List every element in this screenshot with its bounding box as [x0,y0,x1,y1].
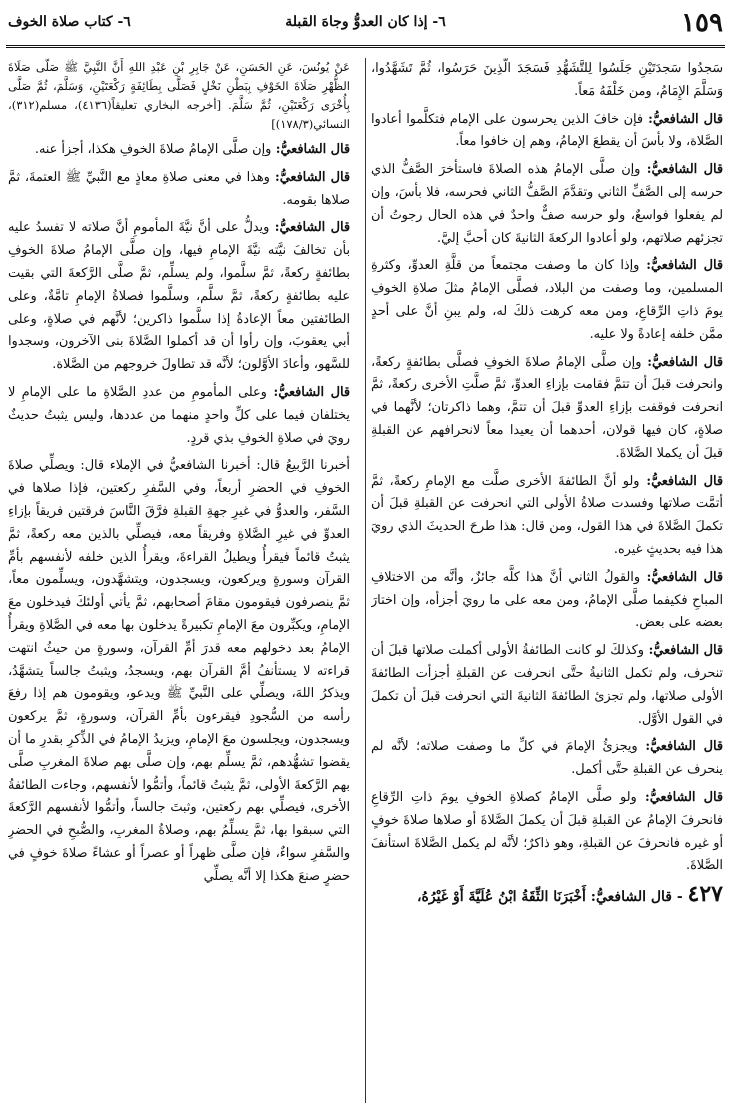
paragraph-text: والقولُ الثاني أنَّ هذا كلَّه جائزٌ، وأنَّه من الاختلافِ المباحِ فكيفما صلَّى الإمامُ، ومن معه على ما رويَ أجزأه، وإن اختارَ بعضه على بعض. [371,569,723,631]
page-header [0,0,731,50]
paragraph [371,567,723,635]
left-column [8,58,350,1103]
paragraph-text: ولو أنَّ الطائفةَ الأخرى صلَّت مع الإمامِ ركعةً، ثمَّ أتمَّت صلاتها وفسدت صلاةُ الأولى التي انحرفت عن القبلةِ قبلَ أن تكملَ الصَّلاةَ في هذا القول، ومن قال: هذا طرحَ الحديثَ الذي رويَ هذا فيه بحديثٍ غيره. [371,473,723,557]
speaker-label: قال الشافعيُّ: [641,354,723,370]
paragraph [371,736,723,782]
paragraph-text: أخبرنا الرَّبيعُ قال: أخبرنا الشافعيُّ في الإملاء قال: ويصلِّي صلاةَ الخوفِ في الحضرِ أربعاً، وفي السَّفرِ ركعتين، فإذا صلاها في السَّفر، والعدوُّ في غيرِ جهةِ القبلةِ فرَّقَ النَّاسَ فرقتين فريقاً بإزاءِ العدوِّ في غيرِ الصَّلاةِ وفريقاً معه، فيصلِّي بالذين معه ركعةً، ثمَّ يثبتُ قائماً فيقرأُ ويطيلُ القراءةَ، ويقرأُ الذين خلفه لأنفسهم بأمِّ القرآن وسورةٍ ويركعون، ويسجدون، ويتشهَّدون، ويسلِّمون معاً، ثمَّ ينصرفون فيقومون مقامَ أصحابهم، ثمَّ يأتي أولئكَ فيدخلون معَ الإمامِ، ويكبِّرون معَ الإمامِ تكبيرةً يدخلون بها معه في الصَّلاةِ ويقرأُ الإمامُ بعد دخولهم معه قدرَ أمِّ القرآن، وسورةٍ من حيثُ انتهت قراءته لا يستأنفُ أمَّ القرآن بهم، ويسجدُ، ويثبتُ جالساً يتشهَّدُ، ويذكرُ اللهَ، ويصلِّي على النَّبيِّ ﷺ ويدعو، ويقومون هم إذا رفعَ رأسه من السُّجودِ فيقرءون بأمِّ القرآن، وسورةٍ، ثمَّ يركعون ويسجدون، ويجلسون معَ الإمامِ، ويزيدُ الإمامُ في الذِّكرِ بقدرِ ما أن يقضوا تشهُّدهم، ثمَّ يسلِّم بهم، وإن صلَّى بهم صلاةَ المغربِ صلَّى بهم الرَّكعةَ الأولى، ثمَّ يثبتُ قائماً، وأتمُّوا لأنفسهم، وجاءت الطائفةُ الأخرى، فيصلِّي بهم ركعتين، وثبتَ جالساً، وأتمُّوا لأنفسهم الرَّكعةَ التي سبقوا بها، ثمَّ يسلِّمُ بهم، وصلاةُ المغربِ، والصُّبحِ في الحضرِ والسَّفرِ سواءٌ، فإن صلَّى ظهراً أو عصراً أو عشاءً صلاةَ خوفٍ في حضرٍ صنعَ هكذا إلا أنَّه يصلِّي [8,458,350,884]
paragraph [371,109,723,155]
paragraph [8,217,350,377]
speaker-label: قال الشافعيُّ: [271,142,350,157]
speaker-label: قال الشافعيُّ: [266,384,350,400]
speaker-label: قال الشافعيُّ: [636,789,723,805]
paragraph-text: وهذا في معنى صلاةِ معاذٍ مع النَّبيِّ ﷺ العتمةَ، ثمَّ صلاها بقومه. [8,169,350,208]
paragraph-text: وإذا كان ما وصفت مجتمعاً من قلَّةِ العدوِّ، وكثرةِ المسلمين، وما وصفت من البلاد، فصلَّى الإمامُ مثلَ صلاةِ الخوفِ يومَ ذاتِ الرِّقاعِ، ومن معه كرهت ذلكَ له، ولم يبنِ أنَّ على أحدٍ ممَّن خلفه إعادةً ولا عليه. [371,258,723,342]
numbered-entry [371,883,723,909]
paragraph [8,58,350,134]
paragraph [371,159,723,250]
page-number: ١٥٩ [681,8,723,38]
column-divider [365,58,366,1103]
paragraph-text: ويجزئُ الإمامَ في كلِّ ما وصفت صلاته؛ لأنَّه لم ينحرف عن القبلةِ حتَّى أكمل. [371,739,723,778]
paragraph-text: وإن صلَّى الإمامُ هذه الصلاةَ فاستأخرَ الصَّفُّ الذي حرسه إلى الصَّفِّ الثاني وتقدَّمَ الصَّفُّ الثاني فحرسه، فلا بأسَ، وإن لم يفعلوا فواسعٌ، ولو حرسه صفٌّ واحدٌ في هذه الحال رجوتُ أن تجزئهم صلاتهم، ولو أعادوا الركعةَ الثانيةَ كان أحبَّ إليَّ. [371,162,723,246]
speaker-label: قال الشافعيُّ: [637,739,723,755]
speaker-label: قال الشافعيُّ: [639,473,723,489]
speaker-label: قال الشافعيُّ: [269,169,350,185]
paragraph [371,787,723,878]
paragraph [8,167,350,213]
speaker-label: قال الشافعيُّ: [639,258,723,274]
paragraph [8,455,350,888]
paragraph-text: وعلى المأمومِ من عددِ الصَّلاةِ ما على الإمامِ لا يختلفان فيما على كلِّ واحدٍ منهما من عددها، وليس يثبتُ حديثٌ رويَ في صلاةِ الخوفِ بذي قردٍ. [8,384,350,446]
paragraph-text: فإن خافَ الذين يحرسون على الإمام فتكلَّموا أعادوا الصَّلاة، ولا بأسَ أن يقطعَ الإمامُ، وهم إن خافوا معاً. [371,111,723,150]
paragraph [8,139,350,162]
speaker-label: قال الشافعيُّ: [643,111,723,127]
paragraph-text: ويدلُّ على أنَّ نيَّةَ المأمومِ أنَّ صلاته لا تفسدُ عليه بأن تخالفَ نيَّته نيَّةَ الإمامِ فيها، وإن صلَّى الإمامُ صلاةَ الخوفِ بطائفةٍ ركعةً، ثمَّ سلَّموا، ولم يسلِّم، ثمَّ صلَّى الرَّكعةَ التي بقيت عليه بطائفةٍ ركعةً، ثمَّ سلَّم، وسلَّموا فصلاةُ الإمامِ تامَّةٌ، وعلى الطائفتين معاً الإعادةُ إذا سلَّموا ذاكرين؛ لأنَّهم في صلاةٍ، وعلى أبي يعقوبَ، وإن رأوا أن قد أكملوا الصَّلاةَ بنى الآخرون، وسجدوا للسَّهو، وأعادَ الأوَّلون؛ لأنَّه قد تطاولَ خروجهم من الصَّلاة. [8,220,350,373]
section-title: ٦- إذا كان العدوُّ وجاهَ القبلة [285,14,446,30]
header-rule [6,45,725,48]
speaker-label: قال الشافعيُّ: [640,162,723,178]
paragraph [8,382,350,450]
speaker-label: قال الشافعيُّ: [269,220,350,236]
paragraph-text: سَجدُوا سَجدَتَيْنِ جَلَسُوا لِلتَّشَهُّدِ فَسَجَدَ الَّذِينَ حَرَسُوا، ثُمَّ تَشَهَّدُوا، وَسَلَّمَ الإِمَامُ، ومن خَلْفَهُ مَعاً. [371,61,723,99]
paragraph [371,352,723,466]
paragraph [371,58,723,104]
paragraph-text: وكذلكَ لو كانت الطائفةُ الأولى أكملت صلاتها قبلَ أن تنحرف، ولم تكمل الثانيةُ حتَّى انحرفت عن القبلةِ أجزأت الطائفةَ الأولى صلاتها، ولم تجزئ الطائفةَ الثانيةَ التي انحرفت قبلَ أن تكملَ في القول الأوَّل. [371,643,723,727]
speaker-label: قال الشافعيُّ: [643,643,723,659]
entry-number: ٤٢٧ [687,881,723,908]
chapter-title: ٦- كتاب صلاة الخوف [8,14,131,30]
paragraph-text: عَنْ يُونُسَ، عَنِ الحَسَنِ، عَنْ جَابِرِ بْنِ عَبْدِ اللهِ أَنَّ النَّبِيَّ ﷺ صَلَّى صَلَاةَ الظُّهْرِ صَلَاةَ الخَوْفِ بِبَطْنِ نَخْلٍ فَصَلَّى بِطَائِفَةٍ رَكْعَتَيْنِ، وَسَلَّمَ، ثُمَّ صَلَّى بِأُخْرَى رَكْعَتَيْنِ، ثُمَّ سَلَّمَ. [أخرجه البخاري تعليقاً(٤١٣٦)، مسلم(٣١٢)، النسائي(١٧٨/٣)] [8,60,350,131]
paragraph-text: وإن صلَّى الإمامُ صلاةَ الخوفِ فصلَّى بطائفةٍ ركعةً، وانحرفت قبلَ أن تتمَّ فقامت بإزاءِ العدوِّ، ثمَّ صلَّتِ الأخرى ركعةً، ثمَّ انحرفت فوقفت بإزاءِ العدوِّ قبلَ أن تتمَّ، وهما ذاكرتان؛ لأنَّهما في صلاةٍ، كان فيها قولان، أحدهما أن يعيدا معاً لانحرافهم عن القبلةِ قبلَ أن يكملا الصَّلاةَ. [371,354,723,461]
paragraph [371,471,723,562]
paragraph [371,255,723,346]
paragraph-text: ولو صلَّى الإمامُ كصلاةِ الخوفِ يومَ ذاتِ الرِّقاعِ فانحرفَ الإمامُ عن القبلةِ قبلَ أن يكملَ الصَّلاةَ أو صلاها صلاةَ خوفٍ أو غيره فانحرفَ عن القبلةِ، وهو ذاكرٌ؛ لأنَّه لم يكمل الصَّلاةَ استأنفَ الصَّلاةَ. [371,789,723,874]
paragraph [371,640,723,731]
paragraph-text: وإن صلَّى الإمامُ صلاةَ الخوفِ هكذا، أجزأ عنه. [34,142,272,157]
right-column [371,58,723,1103]
speaker-label: قال الشافعيُّ: [640,569,723,585]
entry-text: - قال الشافعيُّ: أَخْبَرَنَا الثِّقَةُ ابْنُ عُلَيَّةَ أَوْ غَيْرُهُ، [416,889,688,906]
